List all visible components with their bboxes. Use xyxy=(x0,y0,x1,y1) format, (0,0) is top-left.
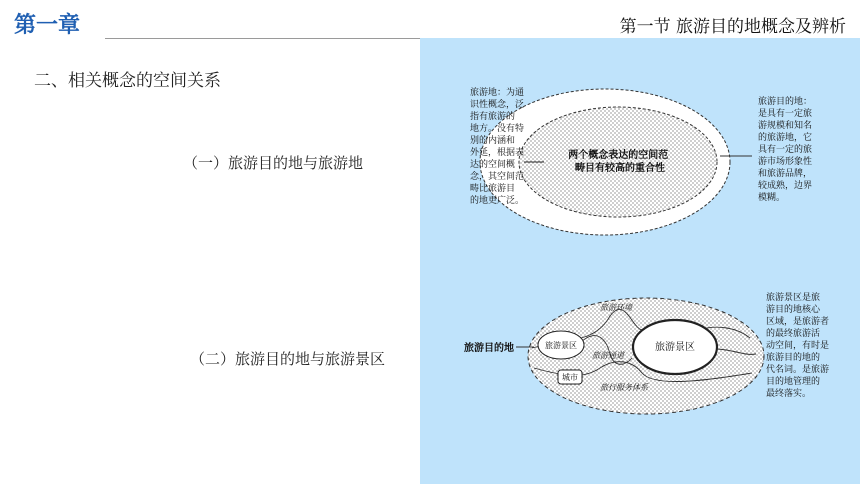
inner-dotted-ellipse xyxy=(519,107,717,217)
scenic-small-label: 旅游景区 xyxy=(545,341,577,350)
note-line: 游目的地核心 xyxy=(766,305,821,315)
environment-label: 旅游环境 xyxy=(600,303,632,312)
service-label: 旅行服务体系 xyxy=(600,383,648,392)
scenic-core-label: 旅游景区 xyxy=(655,342,695,353)
note-line: 代名词。是旅游 xyxy=(766,365,830,375)
note-line: 最终落实。 xyxy=(766,389,812,399)
note-line: 动空间，有时是 xyxy=(766,341,830,351)
subheading: 二、相关概念的空间关系 xyxy=(34,71,221,91)
note-line: 外延，根据表 xyxy=(470,148,525,158)
destination-label: 旅游目的地 xyxy=(464,343,514,354)
diagram-panel xyxy=(420,38,860,484)
note-line: 指有旅游的 xyxy=(470,112,516,122)
item-destination-vs-scenic-area: （二）旅游目的地与旅游景区 xyxy=(190,350,386,368)
note-line: 畴比旅游目 xyxy=(470,184,516,194)
note-line: 的最终旅游活 xyxy=(766,329,821,339)
note-line: 的旅游地，它 xyxy=(758,133,813,143)
note-line: 是具有一定旅 xyxy=(758,109,813,119)
note-line: 较成熟，边界 xyxy=(758,181,813,191)
note-line: 旅游地：为通 xyxy=(470,88,525,98)
note-line: 旅游目的地的 xyxy=(766,353,821,363)
note-line: 和旅游品牌， xyxy=(758,169,813,179)
section-title: 第一节 旅游目的地概念及辨析 xyxy=(619,17,846,37)
note-line: 目的地管理的 xyxy=(766,377,821,387)
note-line: 区域，是旅游者 xyxy=(766,317,830,327)
chapter-title: 第一章 xyxy=(14,13,81,38)
center-label-line: 畴目有较高的重合性 xyxy=(575,163,665,174)
diagram-destination-vs-tourism-place xyxy=(470,86,815,235)
note-line: 具有一定的旅 xyxy=(758,145,813,155)
note-line: 别的内涵和 xyxy=(470,136,516,146)
scenic-area-note xyxy=(766,291,832,399)
note-line: 识性概念，泛 xyxy=(470,100,525,110)
note-line: 游市场形象性 xyxy=(758,157,813,167)
diagram-destination-vs-scenic-area xyxy=(464,291,832,414)
note-line: 游规模和知名 xyxy=(758,121,813,131)
note-line: 旅游景区是旅 xyxy=(766,293,821,303)
note-line: 旅游目的地： xyxy=(758,97,813,107)
note-line: 念，其空间范 xyxy=(470,172,525,182)
destination-note xyxy=(758,95,815,203)
note-line: 达的空间概 xyxy=(470,160,516,170)
note-line: 的地更广泛。 xyxy=(470,196,525,206)
center-label-line: 两个概念表达的空间范 xyxy=(568,150,669,161)
note-line: 模糊。 xyxy=(758,193,786,203)
note-line: 地方。没有特 xyxy=(470,124,525,134)
item-destination-vs-tourism-place: （一）旅游目的地与旅游地 xyxy=(183,154,364,172)
city-label: 城市 xyxy=(562,373,578,382)
channel-label: 旅游通道 xyxy=(592,351,624,360)
